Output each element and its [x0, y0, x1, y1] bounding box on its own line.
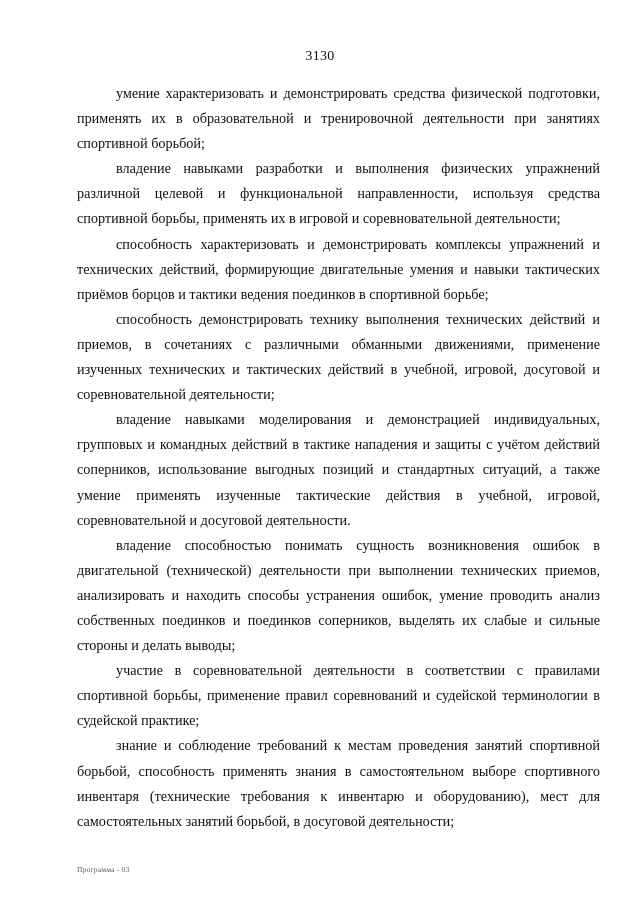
paragraph-4: способность демонстрировать технику выполнения технических действий и приемов, в сочетаниях с различными обманными движениями, применение изученных технических и тактических действий в учебной, игровой, досуговой и соревновательной деятельности; — [77, 311, 600, 404]
paragraph-6: владение способностью понимать сущность возникновения ошибок в двигательной (технической) деятельности при выполнении технических приемов, анализировать и находить способы устранения ошибок, умение проводить анализ собственных поединков и поединков соперников, выделять их слабые и сильные стороны и делать выводы; — [77, 537, 600, 655]
paragraph-5: владение навыками моделирования и демонстрацией индивидуальных, групповых и командных действий в тактике нападения и защиты с учётом действий соперников, использование выгодных позиций и стандартных ситуаций, а также умение применять изученные тактические действия в учебной, игровой, соревновательной и досуговой деятельности. — [77, 412, 600, 529]
footer-label: Программа - 03 — [77, 865, 130, 874]
paragraph-3: способность характеризовать и демонстрировать комплексы упражнений и технических действий, формирующие двигательные умения и навыки тактических приёмов борцов и тактики ведения поединков в спортивной борьбе; — [77, 236, 600, 303]
body-text — [77, 82, 600, 835]
paragraph-1: умение характеризовать и демонстрировать средства физической подготовки, применять их в образовательной и тренировочной деятельности при занятиях спортивной борьбой; — [77, 86, 600, 153]
paragraph-7: участие в соревновательной деятельности в соответствии с правилами спортивной борьбы, применение правил соревнований и судейской терминологии в судейской практике; — [77, 663, 600, 730]
page-number: 3130 — [305, 49, 335, 64]
paragraph-8: знание и соблюдение требований к местам проведения занятий спортивной борьбой, способность применять знания в самостоятельном выборе спортивного инвентаря (технические требования к инвентарю и оборудованию), мест для самостоятельных занятий борьбой, в досуговой деятельности; — [77, 738, 600, 830]
paragraph-2: владение навыками разработки и выполнения физических упражнений различной целевой и функциональной направленности, используя средства спортивной борьбы, применять их в игровой и соревновательной деятельности; — [77, 161, 600, 228]
